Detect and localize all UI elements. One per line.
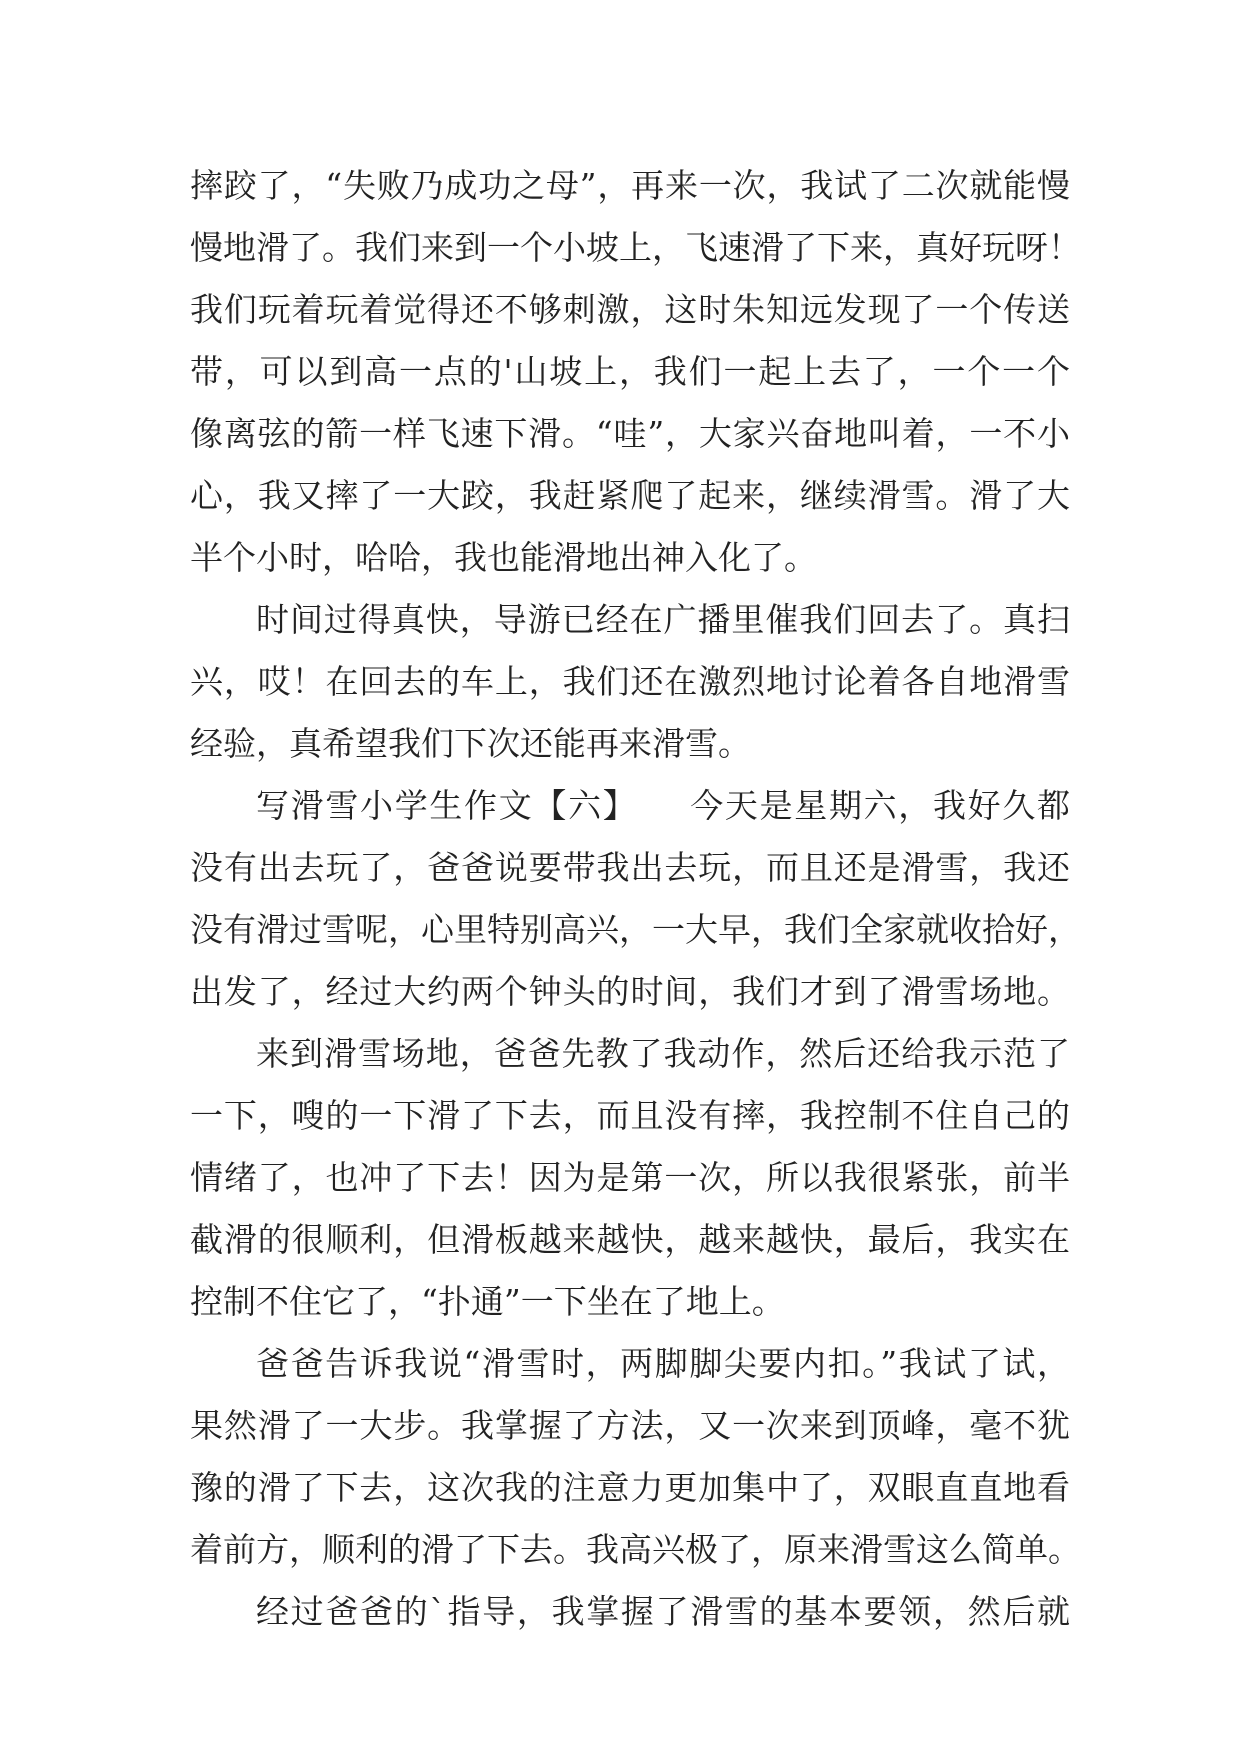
text-line: 一下，嗖的一下滑了下去，而且没有摔，我控制不住自己的 (190, 1096, 1070, 1135)
text-line: 带，可以到高一点的'山坡上，我们一起上去了，一个一个 (190, 352, 1070, 391)
text-line: 豫的滑了下去，这次我的注意力更加集中了，双眼直直地看 (190, 1468, 1070, 1507)
text-line: 半个小时，哈哈，我也能滑地出神入化了。 (190, 538, 817, 577)
text-line: 心，我又摔了一大跤，我赶紧爬了起来，继续滑雪。滑了大 (190, 476, 1070, 515)
text-line: 兴，哎！在回去的车上，我们还在激烈地讨论着各自地滑雪 (190, 662, 1070, 701)
text-line: 来到滑雪场地，爸爸先教了我动作，然后还给我示范了 (256, 1034, 1070, 1073)
text-line: 慢地滑了。我们来到一个小坡上，飞速滑了下来，真好玩呀！ (190, 228, 1081, 267)
text-line: 截滑的很顺利，但滑板越来越快，越来越快，最后，我实在 (190, 1220, 1070, 1259)
text-line: 爸爸告诉我说“滑雪时，两脚脚尖要内扣。”我试了试， (256, 1344, 1070, 1383)
text-line: 没有出去玩了，爸爸说要带我出去玩，而且还是滑雪，我还 (190, 848, 1070, 887)
text-line: 写滑雪小学生作文【六】 今天是星期六，我好久都 (256, 786, 1070, 825)
text-line: 摔跤了，“失败乃成功之母”，再来一次，我试了二次就能慢 (190, 166, 1070, 205)
text-line: 时间过得真快，导游已经在广播里催我们回去了。真扫 (256, 600, 1070, 639)
text-line: 经验，真希望我们下次还能再来滑雪。 (190, 724, 751, 763)
text-line: 情绪了，也冲了下去！因为是第一次，所以我很紧张，前半 (190, 1158, 1070, 1197)
text-line: 出发了，经过大约两个钟头的时间，我们才到了滑雪场地。 (190, 972, 1070, 1011)
text-line: 像离弦的箭一样飞速下滑。“哇”，大家兴奋地叫着，一不小 (190, 414, 1070, 453)
text-line: 控制不住它了，“扑通”一下坐在了地上。 (190, 1282, 785, 1321)
text-line: 果然滑了一大步。我掌握了方法，又一次来到顶峰，毫不犹 (190, 1406, 1070, 1445)
text-line: 没有滑过雪呢，心里特别高兴，一大早，我们全家就收拾好， (190, 910, 1081, 949)
text-line: 我们玩着玩着觉得还不够刺激，这时朱知远发现了一个传送 (190, 290, 1070, 329)
text-line: 着前方，顺利的滑了下去。我高兴极了，原来滑雪这么简单。 (190, 1530, 1081, 1569)
body-text (190, 155, 1081, 1643)
text-line: 经过爸爸的`指导，我掌握了滑雪的基本要领，然后就 (256, 1592, 1070, 1631)
